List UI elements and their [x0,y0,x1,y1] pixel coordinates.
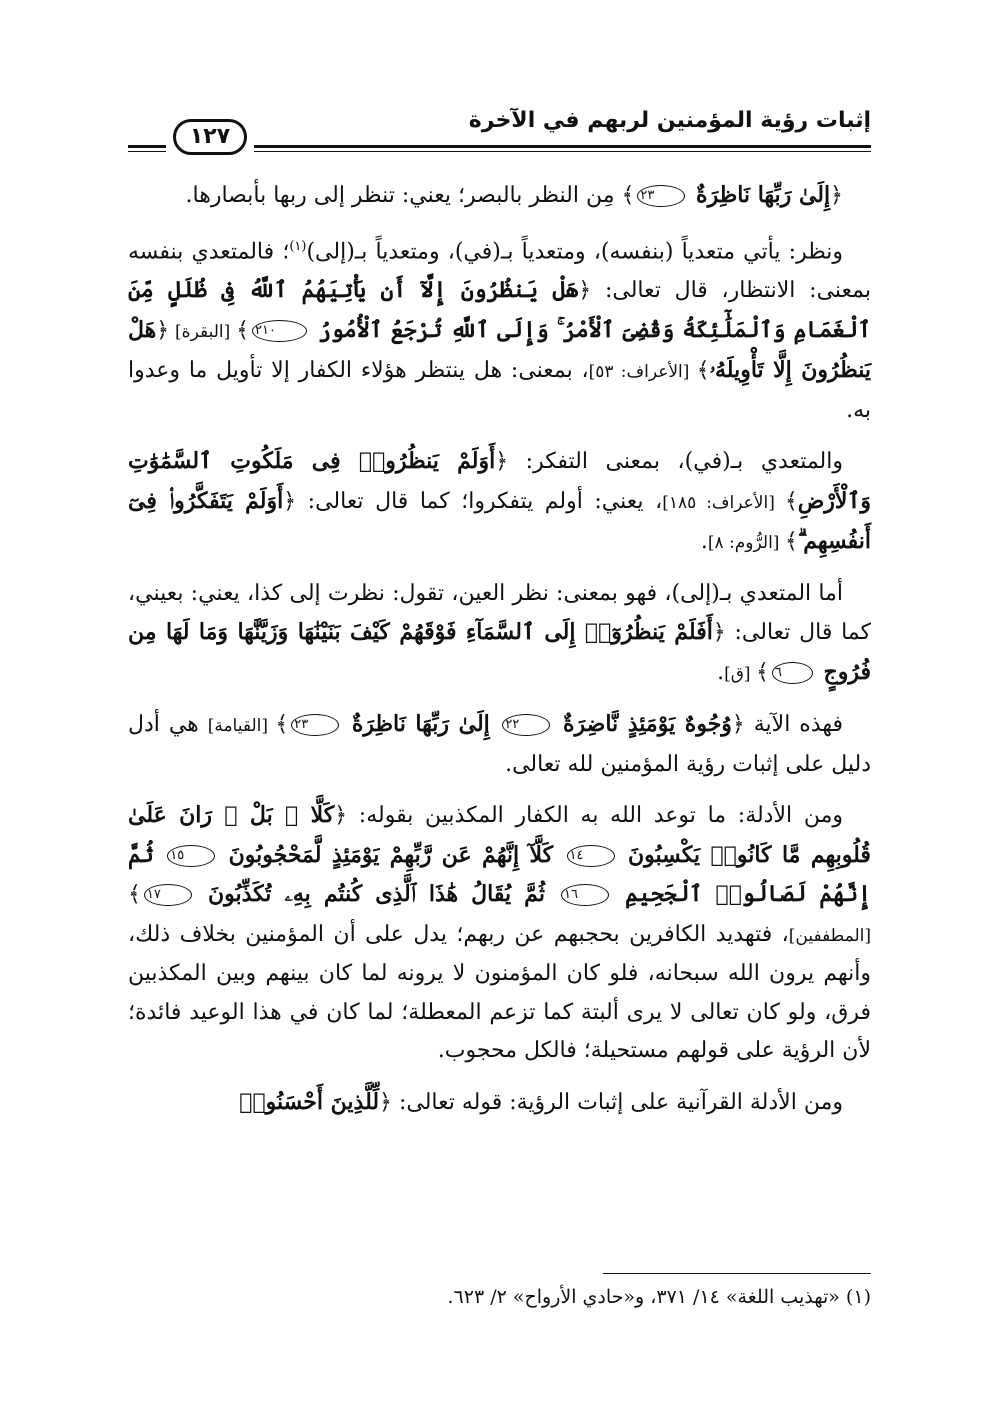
verse-text: لِّلَّذِينَ أَحْسَنُوا۟ [239,1088,380,1115]
surah-reference: [المطففين] [788,925,871,946]
ornate-bracket-close: ﴾ [784,488,798,514]
text: ومن الأدلة: ما توعد الله به الكفار المكذبين بقوله: [347,803,843,829]
paragraph [128,1083,871,1123]
paragraph [128,796,871,1071]
text: أما المتعدي بـ(إلى)، فهو بمعنى: نظر العين، تقول: نظرت إلى كذا، يعني: بعيني، كما قال تعالى: [128,580,871,646]
surah-reference: [البقرة] [169,321,237,342]
quran-verse [239,1089,392,1115]
verse-text: هَلْ يَنظُرُونَ إِلَّا تَأْوِيلَهُۥ [128,316,871,384]
footnote-marker[interactable]: (١) [289,238,307,254]
verse-text: إِلَىٰ رَبِّهَا نَاظِرَةٌ [351,711,490,738]
quran-verse [275,711,744,737]
ornate-bracket-open: ﴿ [830,183,843,208]
verse-number: ٢١٠ [252,320,307,342]
quran-verse [622,182,843,208]
text: فهذه الآية [744,712,843,738]
paragraph [128,228,871,431]
text: هي أدل دليل على إثبات رؤية المؤمنين لله تعالى. [128,712,871,777]
surah-reference: [القيامة] [207,716,276,737]
verse-text: كَلَّآ إِنَّهُمْ عَن رَّبِّهِمْ يَوْمَئِذٍ لَّمَحْجُوبُونَ [228,841,554,868]
verse-number: ١٧ [144,884,192,906]
paragraph [128,575,871,694]
page-body [128,176,871,1134]
verse-text: هَلْ يَنظُرُونَ إِلَّآ أَن يَأْتِيَهُمُ ٱللَّهُ فِى ظُلَلٍ مِّنَ ٱلْغَمَامِ وَٱلْمَلَٰٓئِكَةُ وَقُضِىَ ٱلْأَمْرُ ۚ وَإِلَى ٱللَّهِ تُرْجَعُ ٱلْأُمُورُ [128,277,871,343]
ornate-bracket-close: ﴾ [236,317,250,343]
ornate-bracket-open: ﴿ [578,278,592,304]
verse-number: ٢٢ [502,714,550,736]
verse-text: ثُمَّ إِنَّهُمْ لَصَالُوا۟ ٱلْجَحِيمِ [128,841,871,908]
ornate-bracket-close: ﴾ [128,882,141,908]
verse-number: ١٦ [561,884,609,906]
page-number: ١٢٧ [173,119,247,155]
text: . [717,659,725,685]
ornate-bracket-open: ﴿ [379,1089,392,1115]
verse-number: ١٥ [167,845,215,867]
ornate-bracket-close: ﴾ [275,712,289,738]
verse-text: كَلَّا ۖ بَلْ ۜ رَانَ عَلَىٰ قُلُوبِهِم مَّا كَانُوا۟ يَكْسِبُونَ [128,802,871,868]
text: ، فتهديد الكافرين بحجبهم عن ربهم؛ يدل على أن المؤمنين بخلاف ذلك، وأنهم يرون الله سبحانه، فلو كان المؤمنون لا يرونه لما كان بينهم وبين المكذبين فرق، ولو كان تعالى لا يرى ألبتة كما تزعم المعطلة؛ لما كان في هذا الوعيد فائدة؛ لأن الرؤية على قولهم مستحيلة؛ فالكل محجوب. [128,921,871,1064]
footnote: (١) «تهذيب اللغة» ١٤/ ٣٧١، و«حادي الأرواح» ٢/ ٦٢٣. [447,1286,871,1308]
ornate-bracket-open: ﴿ [283,488,297,514]
running-title: إثبات رؤية المؤمنين لربهم في الآخرة [468,108,871,133]
ornate-bracket-open: ﴿ [156,317,170,343]
verse-number: ٦ [772,662,813,684]
ornate-bracket-close: ﴾ [784,529,798,555]
page-header [128,100,871,160]
text: ونظر: يأتي متعدياً (بنفسه)، ومتعدياً بـ(في)، ومتعدياً بـ(إلى) [306,238,843,264]
verse-text: أَوَلَمْ يَتَفَكَّرُوا۟ فِىٓ أَنفُسِهِم ۗ [128,487,871,555]
text: ؛ فالمتعدي بنفسه بمعنى: الانتظار، قال تعالى: [128,238,871,304]
ornate-bracket-open: ﴿ [334,803,348,829]
paragraph [128,705,871,784]
text: والمتعدي بـ(في)، بمعنى التفكر: [508,449,843,475]
surah-reference: [ق] [724,663,756,684]
ornate-bracket-close: ﴾ [696,358,710,384]
ornate-bracket-open: ﴿ [495,449,509,475]
text: ومن الأدلة القرآنية على إثبات الرؤية: قوله تعالى: [391,1089,843,1115]
verse-text: ثُمَّ يُقَالُ هَٰذَا ٱلَّذِى كُنتُم بِهِۦ تُكَذِّبُونَ [207,881,545,908]
verse-number: ٢٣ [291,714,339,736]
text: مِن النظر بالبصر؛ يعني: تنظر إلى ربها بأبصارها. [185,183,622,208]
ornate-bracket-close: ﴾ [621,183,635,208]
footnote-separator [603,1273,871,1274]
verse-text: إِلَىٰ رَبِّهَا نَاظِرَةٌ [696,182,831,208]
verse-number: ٢٣ [637,185,685,207]
paragraph [128,442,871,563]
ornate-bracket-open: ﴿ [712,620,726,646]
verse-text: أَفَلَمْ يَنظُرُوٓا۟ إِلَى ٱلسَّمَآءِ فَوْقَهُمْ كَيْفَ بَنَيْنَٰهَا وَزَيَّنَّٰهَا وَمَا لَهَا مِن فُرُوجٍ [128,619,871,685]
surah-reference: [الأعراف: ٥٣] [588,362,697,383]
surah-reference: [الأعراف: ١٨٥] [662,492,785,513]
book-page [128,100,871,1330]
paragraph [128,176,871,216]
verse-text: وُجُوهٌ يَوْمَئِذٍ نَّاضِرَةٌ [562,711,732,738]
ornate-bracket-open: ﴿ [731,712,745,738]
surah-reference: [الرُّوم: ٨] [707,533,785,554]
text: ، يعني: أولم يتفكروا؛ كما قال تعالى: [296,488,663,514]
page-number-frame [166,117,254,157]
verse-number: ١٤ [567,845,615,867]
verse-text: أَوَلَمْ يَنظُرُوا۟ فِى مَلَكُوتِ ٱلسَّمَٰوَٰتِ وَٱلْأَرْضِ [128,448,871,514]
text: . [700,529,708,555]
text: ، بمعنى: هل ينتظر هؤلاء الكفار إلا تأويل ما وعدوا به. [128,358,871,423]
ornate-bracket-close: ﴾ [755,659,769,685]
